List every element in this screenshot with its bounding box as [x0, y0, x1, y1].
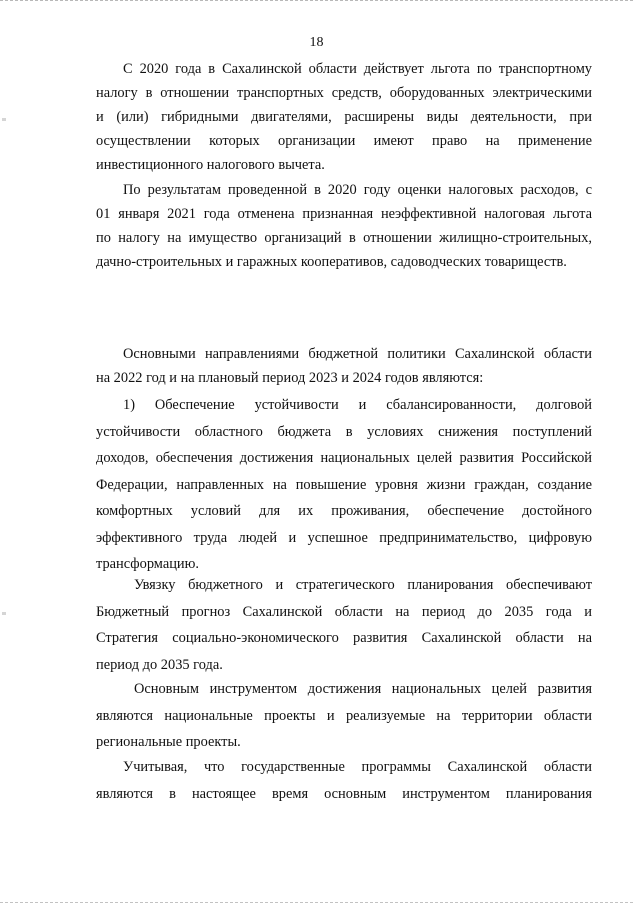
text-line: Основным инструментом достижения национальных целей развития: [134, 681, 592, 697]
text-line: налогу в отношении транспортных средств, оборудованных электрическими: [96, 85, 592, 101]
text-line: период до 2035 года.: [96, 656, 223, 673]
text-line: являются национальные проекты и реализуемые на территории области: [96, 707, 592, 724]
text-line: Увязку бюджетного и стратегического планирования обеспечивают: [134, 577, 592, 593]
text-line: Учитывая, что государственные программы Сахалинской области: [123, 759, 592, 775]
paragraph-transport-tax: [96, 57, 592, 177]
paragraph-main-directions: [96, 342, 592, 390]
text-line: доходов, обеспечения достижения национальных целей развития Российской: [96, 450, 592, 466]
text-line: осуществлении которых организации имеют право на применение: [96, 133, 592, 149]
text-line: эффективного труда людей и успешное предпринимательство, цифровую: [96, 529, 592, 546]
text-line: региональные проекты.: [96, 734, 241, 750]
page-number: 18: [309, 35, 324, 50]
section-heading: [96, 286, 592, 338]
text-line: 1) Обеспечение устойчивости и сбалансированности, долговой: [123, 397, 592, 413]
scan-margin-mark: [2, 612, 6, 615]
text-line: 01 января 2021 года отменена признанная неэффективной налоговая льгота: [96, 206, 592, 222]
text-line: устойчивости областного бюджета в условиях снижения поступлений: [96, 423, 592, 440]
paragraph-tax-evaluation: [96, 178, 592, 274]
text-line: и (или) гибридными двигателями, расширены виды деятельности, при: [96, 109, 592, 125]
text-line: по налогу на имущество организаций в отношении жилищно-строительных,: [96, 230, 592, 246]
heading-line: [96, 314, 592, 338]
scan-margin-mark: [2, 118, 6, 121]
scan-top-edge: [0, 0, 633, 3]
paragraph-list-item-1: [96, 392, 592, 578]
text-line: С 2020 года в Сахалинской области действует льгота по транспортному: [123, 61, 592, 77]
paragraph-planning-link: [96, 572, 592, 678]
text-line: трансформацию.: [96, 556, 199, 572]
paragraph-national-projects: [96, 676, 592, 756]
text-line: инвестиционного налогового вычета.: [96, 157, 325, 173]
paragraph-state-programs: [96, 754, 592, 808]
text-line: Бюджетный прогноз Сахалинской области на период до 2035 года и: [96, 603, 592, 620]
text-line: Стратегия социально-экономического развития Сахалинской области на: [96, 630, 592, 646]
text-line: Федерации, направленных на повышение уровня жизни граждан, создание: [96, 476, 592, 493]
text-line: дачно-строительных и гаражных кооперативов, садоводческих товариществ.: [96, 254, 567, 270]
text-line: Основными направлениями бюджетной политики Сахалинской области: [123, 346, 592, 362]
text-line: комфортных условий для их проживания, обеспечение достойного: [96, 503, 592, 519]
text-line: на 2022 год и на плановый период 2023 и 2024 годов являются:: [96, 370, 484, 386]
heading-line: [96, 286, 592, 310]
text-line: являются в настоящее время основным инструментом планирования: [96, 786, 592, 802]
text-line: По результатам проведенной в 2020 году оценки налоговых расходов, с: [123, 182, 592, 198]
